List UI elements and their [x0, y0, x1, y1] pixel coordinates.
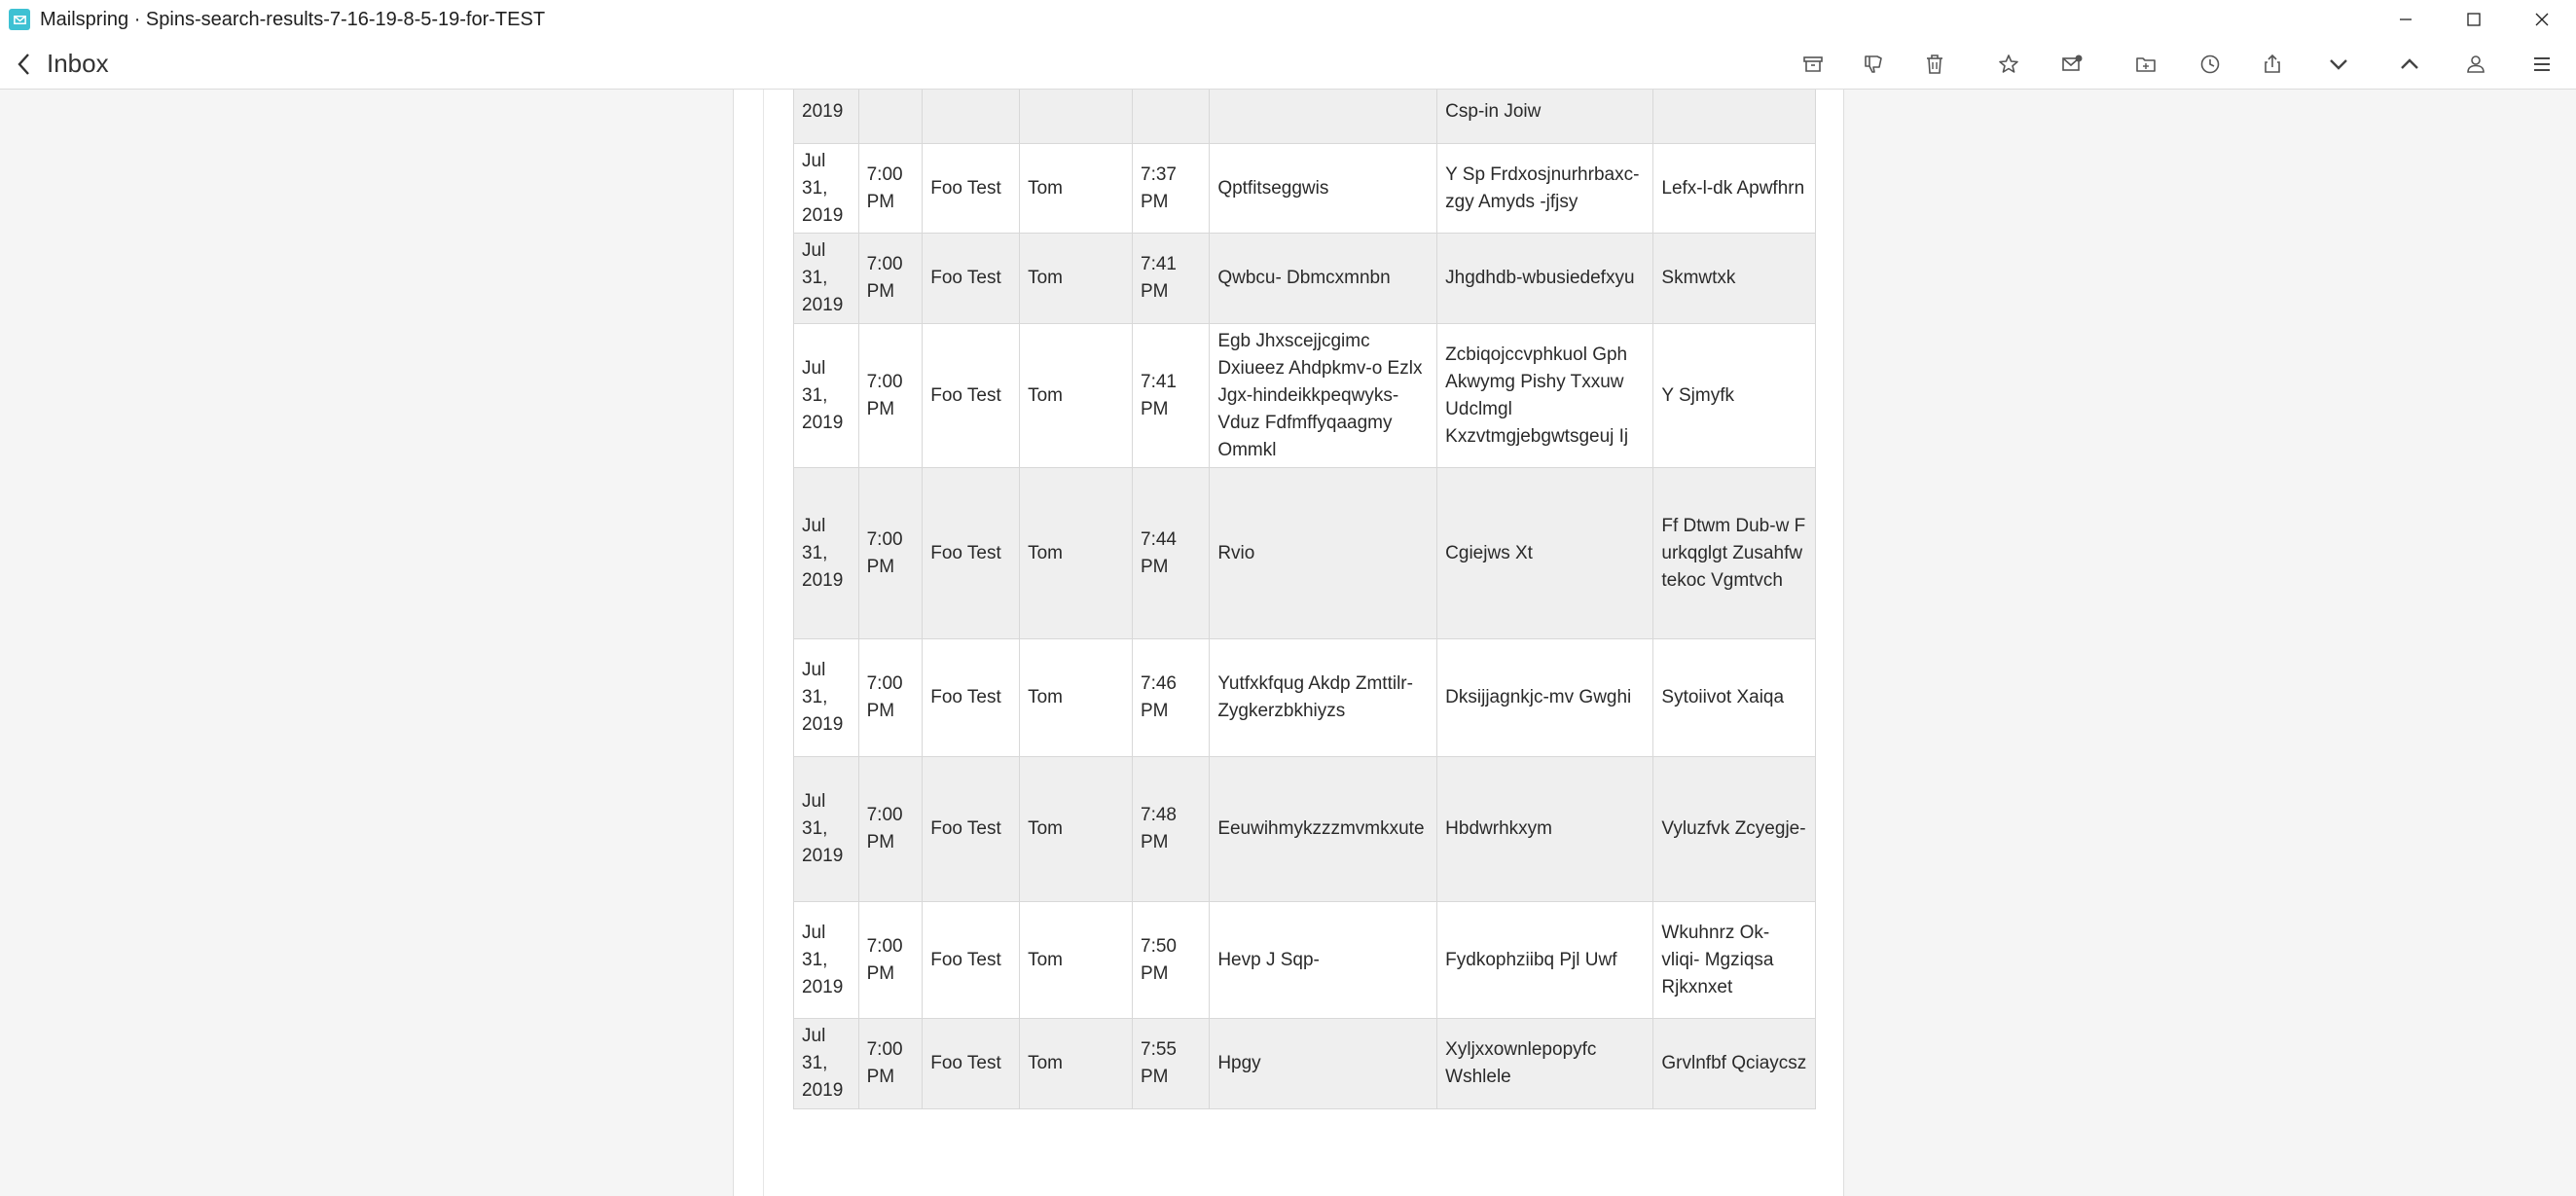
chevron-down-icon[interactable] [2319, 49, 2358, 80]
album-cell: Sytoiivot Xaiqa [1653, 639, 1816, 757]
host-cell: Tom [1020, 639, 1133, 757]
show-cell: Foo Test [923, 324, 1020, 468]
show-cell: Foo Test [923, 144, 1020, 234]
start-time-cell: 7:00 PM [858, 144, 923, 234]
table-row [794, 468, 1816, 639]
host-cell: Tom [1020, 757, 1133, 902]
start-time-cell: 7:00 PM [858, 902, 923, 1019]
artist-cell: Hevp J Sqp- [1210, 902, 1437, 1019]
table-row [794, 902, 1816, 1019]
title-cell: Csp-in Joiw [1437, 90, 1653, 144]
title-cell: Jhgdhdb-wbusiedefxyu [1437, 234, 1653, 324]
table-row [794, 639, 1816, 757]
album-cell: Vyluzfvk Zcyegje- [1653, 757, 1816, 902]
table-row [794, 234, 1816, 324]
title-cell: Dksijjagnkjc-mv Gwghi [1437, 639, 1653, 757]
spin-time-cell: 7:41 PM [1133, 324, 1210, 468]
window-controls [2372, 0, 2576, 39]
date-cell: Jul 31, 2019 [794, 468, 859, 639]
title-cell: Y Sp Frdxosjnurhrbaxc-zgy Amyds -jfjsy [1437, 144, 1653, 234]
show-cell [923, 90, 1020, 144]
spin-time-cell: 7:37 PM [1133, 144, 1210, 234]
show-cell: Foo Test [923, 902, 1020, 1019]
show-cell: Foo Test [923, 639, 1020, 757]
title-cell: Hbdwrhkxym [1437, 757, 1653, 902]
snooze-clock-icon[interactable] [2191, 49, 2230, 80]
date-cell: Jul 31, 2019 [794, 324, 859, 468]
table-row [794, 144, 1816, 234]
album-cell: Ff Dtwm Dub-w F urkqglgt Zusahfw tekoc Vgmtvch [1653, 468, 1816, 639]
artist-cell: Qptfitseggwis [1210, 144, 1437, 234]
date-cell: Jul 31, 2019 [794, 234, 859, 324]
table-row [794, 1019, 1816, 1109]
date-cell: Jul 31, 2019 [794, 902, 859, 1019]
message-column [733, 90, 1844, 1196]
artist-cell: Hpgy [1210, 1019, 1437, 1109]
album-cell: Skmwtxk [1653, 234, 1816, 324]
message-body [763, 90, 1833, 1196]
start-time-cell [858, 90, 923, 144]
show-cell: Foo Test [923, 757, 1020, 902]
close-icon[interactable] [2508, 0, 2576, 39]
start-time-cell: 7:00 PM [858, 234, 923, 324]
host-cell: Tom [1020, 324, 1133, 468]
spin-time-cell: 7:44 PM [1133, 468, 1210, 639]
spin-time-cell: 7:41 PM [1133, 234, 1210, 324]
host-cell: Tom [1020, 144, 1133, 234]
title-cell: Cgiejws Xt [1437, 468, 1653, 639]
host-cell: Tom [1020, 468, 1133, 639]
date-cell: Jul 31, 2019 [794, 757, 859, 902]
maximize-icon[interactable] [2440, 0, 2508, 39]
date-cell: Jul 31, 2019 [794, 144, 859, 234]
date-cell: Jul 31, 2019 [794, 639, 859, 757]
share-icon[interactable] [2253, 49, 2292, 80]
title-bar [0, 0, 2576, 39]
start-time-cell: 7:00 PM [858, 324, 923, 468]
start-time-cell: 7:00 PM [858, 639, 923, 757]
mark-unread-icon[interactable] [2052, 49, 2091, 80]
host-cell: Tom [1020, 1019, 1133, 1109]
spin-time-cell [1133, 90, 1210, 144]
person-icon[interactable] [2456, 49, 2495, 80]
star-icon[interactable] [1989, 49, 2028, 80]
show-cell: Foo Test [923, 234, 1020, 324]
host-cell [1020, 90, 1133, 144]
chevron-up-icon[interactable] [2390, 49, 2429, 80]
artist-cell: Yutfxkfqug Akdp Zmttilr- Zygkerzbkhiyzs [1210, 639, 1437, 757]
table-row [794, 757, 1816, 902]
start-time-cell: 7:00 PM [858, 1019, 923, 1109]
title-cell: Xyljxxownlepopyfc Wshlele [1437, 1019, 1653, 1109]
show-cell: Foo Test [923, 1019, 1020, 1109]
minimize-icon[interactable] [2372, 0, 2440, 39]
album-cell: Y Sjmyfk [1653, 324, 1816, 468]
spin-time-cell: 7:55 PM [1133, 1019, 1210, 1109]
artist-cell: Qwbcu- Dbmcxmnbn [1210, 234, 1437, 324]
message-viewer [0, 90, 2576, 1196]
album-cell [1653, 90, 1816, 144]
message-toolbar [0, 39, 2576, 90]
host-cell: Tom [1020, 234, 1133, 324]
artist-cell: Egb Jhxscejjcgimc Dxiueez Ahdpkmv-o Ezlx Jgx-hindeikkpeqwyks-Vduz Fdfmffyqaagmy Ommkl [1210, 324, 1437, 468]
mailspring-logo-icon [9, 9, 30, 30]
spin-time-cell: 7:48 PM [1133, 757, 1210, 902]
spin-time-cell: 7:50 PM [1133, 902, 1210, 1019]
move-folder-icon[interactable] [2126, 49, 2165, 80]
artist-cell: Eeuwihmykzzzmvmkxute [1210, 757, 1437, 902]
album-cell: Grvlnfbf Qciaycsz [1653, 1019, 1816, 1109]
back-label: Inbox [47, 49, 109, 78]
window-title: Mailspring · Spins-search-results-7-16-19-8-5-19-for-TEST [40, 8, 546, 30]
table-row [794, 324, 1816, 468]
title-cell: Zcbiqojccvphkuol Gph Akwymg Pishy Txxuw Udclmgl Kxzvtmgjebgwtsgeuj Ij [1437, 324, 1653, 468]
start-time-cell: 7:00 PM [858, 468, 923, 639]
album-cell: Lefx-l-dk Apwfhrn [1653, 144, 1816, 234]
date-cell: Jul 31, 2019 [794, 1019, 859, 1109]
show-cell: Foo Test [923, 468, 1020, 639]
title-cell: Fydkophziibq Pjl Uwf [1437, 902, 1653, 1019]
table-row [794, 90, 1816, 144]
thumbs-down-icon[interactable] [1854, 49, 1893, 80]
start-time-cell: 7:00 PM [858, 757, 923, 902]
menu-icon[interactable] [2522, 49, 2561, 80]
spin-time-cell: 7:46 PM [1133, 639, 1210, 757]
album-cell: Wkuhnrz Ok-vliqi- Mgziqsa Rjkxnxet [1653, 902, 1816, 1019]
spins-table-container[interactable] [793, 90, 1816, 1196]
date-cell: 2019 [794, 90, 859, 144]
spins-table [793, 90, 1816, 1109]
host-cell: Tom [1020, 902, 1133, 1019]
trash-icon[interactable] [1915, 49, 1954, 80]
toolbar-actions [0, 39, 2576, 90]
artist-cell [1210, 90, 1437, 144]
archive-icon[interactable] [1794, 49, 1832, 80]
artist-cell: Rvio [1210, 468, 1437, 639]
